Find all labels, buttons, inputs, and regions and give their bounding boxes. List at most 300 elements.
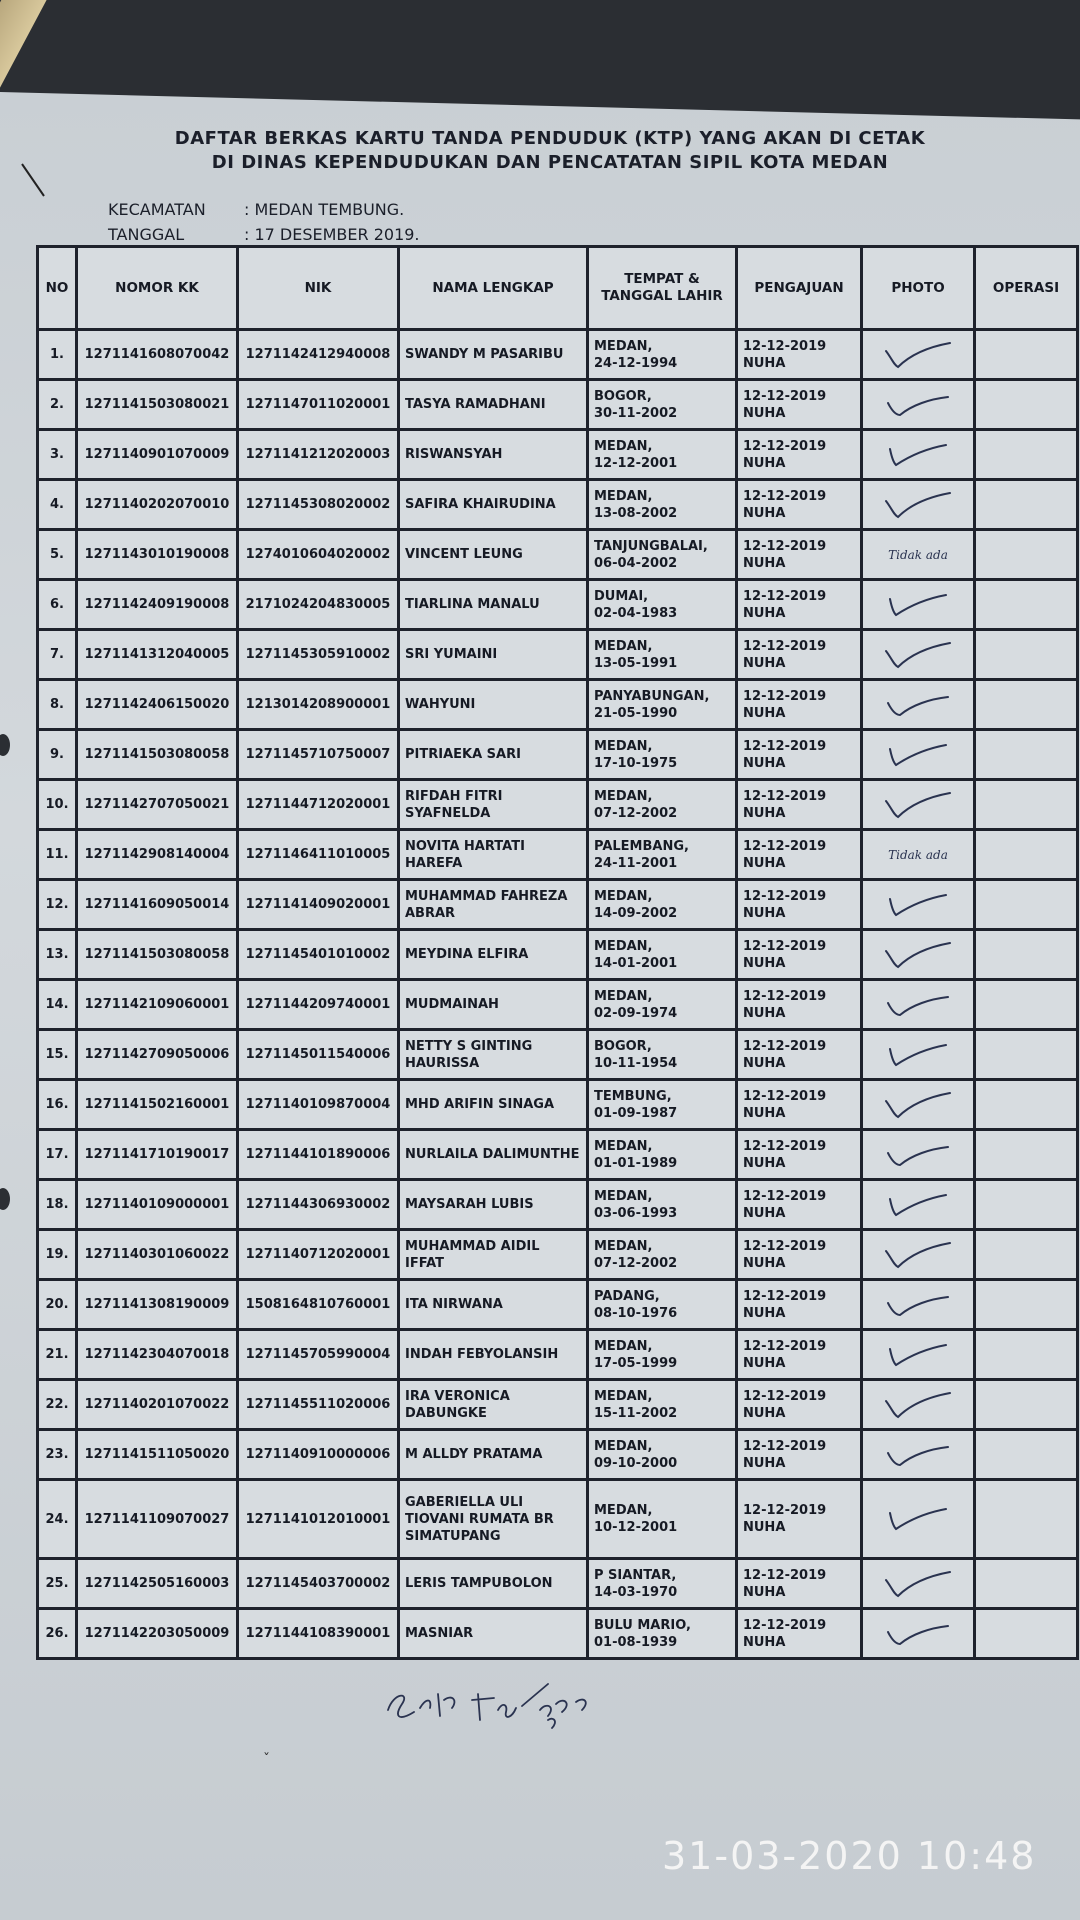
- tempat-tanggal-lahir-cell: [589, 431, 735, 478]
- pengajuan-date: 12-12-2019: [743, 1388, 827, 1404]
- photo-cell: [863, 1081, 973, 1128]
- tanggal-lahir: 17-10-1975: [594, 755, 678, 771]
- nama-lengkap-cell: WAHYUNI: [400, 681, 586, 728]
- tempat-lahir: PANYABUNGAN,: [594, 688, 710, 704]
- table-row: [39, 1181, 1076, 1228]
- photo-cell: [863, 931, 973, 978]
- row-number: 16.: [39, 1081, 75, 1128]
- photo-cell: [863, 431, 973, 478]
- tempat-tanggal-lahir-cell: [589, 1131, 735, 1178]
- tanggal-lahir: 09-10-2000: [594, 1455, 678, 1471]
- operasi-cell: [976, 1381, 1076, 1428]
- tempat-tanggal-lahir-cell: [589, 881, 735, 928]
- tanggal-lahir: 15-11-2002: [594, 1405, 678, 1421]
- nik-cell: 1213014208900001: [239, 681, 397, 728]
- nik-cell: 1271141212020003: [239, 431, 397, 478]
- handwritten-check-icon: [876, 887, 960, 923]
- tanggal-lahir: 12-12-2001: [594, 455, 678, 471]
- operasi-cell: [976, 331, 1076, 378]
- nik-cell: 1271145403700002: [239, 1560, 397, 1607]
- tempat-lahir: PADANG,: [594, 1288, 660, 1304]
- tanggal-lahir: 24-12-1994: [594, 355, 678, 371]
- operasi-cell: [976, 581, 1076, 628]
- nik-cell: 1271141012010001: [239, 1481, 397, 1557]
- nik-cell: 1271145308020002: [239, 481, 397, 528]
- row-number: 17.: [39, 1131, 75, 1178]
- pengajuan-cell: [738, 1431, 860, 1478]
- tempat-tanggal-lahir-cell: [589, 931, 735, 978]
- pengajuan-cell: [738, 581, 860, 628]
- handwritten-check-icon: [876, 1287, 960, 1323]
- nik-cell: 1271144306930002: [239, 1181, 397, 1228]
- nama-lengkap-cell: INDAH FEBYOLANSIH: [400, 1331, 586, 1378]
- pengajuan-date: 12-12-2019: [743, 1188, 827, 1204]
- table-row: [39, 1481, 1076, 1557]
- pengajuan-officer: NUHA: [743, 905, 786, 921]
- row-number: 24.: [39, 1481, 75, 1557]
- operasi-cell: [976, 881, 1076, 928]
- pengajuan-cell: [738, 1181, 860, 1228]
- tempat-tanggal-lahir-cell: [589, 1481, 735, 1557]
- table-row: [39, 1381, 1076, 1428]
- tempat-lahir: PALEMBANG,: [594, 838, 689, 854]
- operasi-cell: [976, 1181, 1076, 1228]
- nomor-kk-cell: 1271141312040005: [78, 631, 236, 678]
- nama-lengkap-cell: LERIS TAMPUBOLON: [400, 1560, 586, 1607]
- pengajuan-officer: NUHA: [743, 1405, 786, 1421]
- nomor-kk-cell: 1271140901070009: [78, 431, 236, 478]
- table-row: [39, 981, 1076, 1028]
- kecamatan-value: : MEDAN TEMBUNG.: [244, 200, 405, 219]
- handwritten-check-icon: [876, 587, 960, 623]
- nama-lengkap-cell: NOVITA HARTATI HAREFA: [400, 831, 586, 878]
- pengajuan-cell: [738, 831, 860, 878]
- pengajuan-officer: NUHA: [743, 405, 786, 421]
- nomor-kk-cell: 1271141502160001: [78, 1081, 236, 1128]
- photo-cell: [863, 731, 973, 778]
- nama-lengkap-cell: RISWANSYAH: [400, 431, 586, 478]
- small-pen-mark: ˇ: [263, 1752, 270, 1768]
- tempat-tanggal-lahir-cell: [589, 1231, 735, 1278]
- pengajuan-cell: [738, 331, 860, 378]
- operasi-cell: [976, 981, 1076, 1028]
- nama-lengkap-cell: ITA NIRWANA: [400, 1281, 586, 1328]
- row-number: 21.: [39, 1331, 75, 1378]
- tanggal-lahir: 13-08-2002: [594, 505, 678, 521]
- pengajuan-officer: NUHA: [743, 455, 786, 471]
- operasi-cell: [976, 1431, 1076, 1478]
- pengajuan-officer: NUHA: [743, 705, 786, 721]
- tanggal-lahir: 01-08-1939: [594, 1634, 678, 1650]
- row-number: 2.: [39, 381, 75, 428]
- pengajuan-date: 12-12-2019: [743, 1567, 827, 1583]
- tempat-lahir: MEDAN,: [594, 1438, 653, 1454]
- pengajuan-cell: [738, 1131, 860, 1178]
- tempat-lahir: DUMAI,: [594, 588, 649, 604]
- table-row: [39, 681, 1076, 728]
- nik-cell: 2171024204830005: [239, 581, 397, 628]
- pengajuan-date: 12-12-2019: [743, 788, 827, 804]
- operasi-cell: [976, 831, 1076, 878]
- row-number: 10.: [39, 781, 75, 828]
- col-header-pengajuan: PENGAJUAN: [738, 248, 860, 328]
- handwritten-check-icon: [876, 637, 960, 673]
- handwritten-check-icon: [876, 1616, 960, 1652]
- tempat-lahir: MEDAN,: [594, 988, 653, 1004]
- nomor-kk-cell: 1271140201070022: [78, 1381, 236, 1428]
- nik-cell: 1508164810760001: [239, 1281, 397, 1328]
- pengajuan-officer: NUHA: [743, 1584, 786, 1600]
- tanggal-lahir: 07-12-2002: [594, 805, 678, 821]
- pengajuan-date: 12-12-2019: [743, 1088, 827, 1104]
- pengajuan-date: 12-12-2019: [743, 1038, 827, 1054]
- tempat-tanggal-lahir-cell: [589, 581, 735, 628]
- row-number: 9.: [39, 731, 75, 778]
- nik-cell: 1271145511020006: [239, 1381, 397, 1428]
- tempat-lahir: MEDAN,: [594, 738, 653, 754]
- pengajuan-officer: NUHA: [743, 805, 786, 821]
- pengajuan-date: 12-12-2019: [743, 1503, 827, 1518]
- pengajuan-date: 12-12-2019: [743, 588, 827, 604]
- tempat-lahir: MEDAN,: [594, 338, 653, 354]
- nama-lengkap-cell: MASNIAR: [400, 1610, 586, 1657]
- operasi-cell: [976, 1610, 1076, 1657]
- handwritten-check-icon: [876, 1237, 960, 1273]
- nomor-kk-cell: 1271142406150020: [78, 681, 236, 728]
- tempat-tanggal-lahir-cell: [589, 1181, 735, 1228]
- table-row: [39, 481, 1076, 528]
- nomor-kk-cell: 1271142409190008: [78, 581, 236, 628]
- tanggal-lahir: 06-04-2002: [594, 555, 678, 571]
- nama-lengkap-cell: PITRIAEKA SARI: [400, 731, 586, 778]
- tempat-tanggal-lahir-cell: [589, 731, 735, 778]
- pengajuan-cell: [738, 1031, 860, 1078]
- pengajuan-date: 12-12-2019: [743, 988, 827, 1004]
- tempat-tanggal-lahir-cell: [589, 1031, 735, 1078]
- tempat-tanggal-lahir-cell: [589, 831, 735, 878]
- nomor-kk-cell: 1271141608070042: [78, 331, 236, 378]
- pengajuan-date: 12-12-2019: [743, 488, 827, 504]
- photo-cell: [863, 1281, 973, 1328]
- photo-cell: [863, 831, 973, 878]
- pengajuan-officer: NUHA: [743, 355, 786, 371]
- nama-lengkap-cell: NETTY S GINTING HAURISSA: [400, 1031, 586, 1078]
- pengajuan-cell: [738, 431, 860, 478]
- tempat-tanggal-lahir-cell: [589, 981, 735, 1028]
- nik-cell: 1271145305910002: [239, 631, 397, 678]
- nama-lengkap-cell: RIFDAH FITRI SYAFNELDA: [400, 781, 586, 828]
- tempat-tanggal-lahir-cell: [589, 1560, 735, 1607]
- tanggal-value: : 17 DESEMBER 2019.: [244, 225, 420, 244]
- handwritten-check-icon: [876, 737, 960, 773]
- tempat-lahir: TANJUNGBALAI,: [594, 538, 708, 554]
- photo-timestamp: 31-03-2020 10:48: [662, 1834, 1037, 1878]
- pengajuan-officer: NUHA: [743, 1355, 786, 1371]
- col-header-tempat-tanggal-lahir: TEMPAT & TANGGAL LAHIR: [589, 248, 735, 328]
- tempat-lahir: MEDAN,: [594, 788, 653, 804]
- tanggal-lahir: 13-05-1991: [594, 655, 678, 671]
- tanggal-lahir: 24-11-2001: [594, 855, 678, 871]
- table-row: [39, 1081, 1076, 1128]
- tempat-lahir: MEDAN,: [594, 1503, 653, 1518]
- photo-cell: [863, 1431, 973, 1478]
- photo-cell: [863, 781, 973, 828]
- tempat-lahir: MEDAN,: [594, 1188, 653, 1204]
- pengajuan-officer: NUHA: [743, 1455, 786, 1471]
- table-row: [39, 781, 1076, 828]
- nik-cell: 1271140109870004: [239, 1081, 397, 1128]
- operasi-cell: [976, 731, 1076, 778]
- tempat-lahir: MEDAN,: [594, 638, 653, 654]
- nama-lengkap-cell: MEYDINA ELFIRA: [400, 931, 586, 978]
- handwritten-check-icon: [876, 487, 960, 523]
- nomor-kk-cell: 1271141710190017: [78, 1131, 236, 1178]
- pengajuan-cell: [738, 781, 860, 828]
- tanggal-lahir: 17-05-1999: [594, 1355, 678, 1371]
- row-number: 12.: [39, 881, 75, 928]
- handwritten-note: [380, 1670, 610, 1730]
- nik-cell: 1271146411010005: [239, 831, 397, 878]
- pengajuan-cell: [738, 1231, 860, 1278]
- table-row: [39, 631, 1076, 678]
- handwritten-check-icon: [876, 787, 960, 823]
- nomor-kk-cell: 1271142109060001: [78, 981, 236, 1028]
- pengajuan-cell: [738, 381, 860, 428]
- nama-lengkap-cell: MUDMAINAH: [400, 981, 586, 1028]
- operasi-cell: [976, 481, 1076, 528]
- nama-lengkap-cell: MAYSARAH LUBIS: [400, 1181, 586, 1228]
- operasi-cell: [976, 531, 1076, 578]
- nomor-kk-cell: 1271142707050021: [78, 781, 236, 828]
- photo-cell: [863, 1181, 973, 1228]
- table-row: [39, 1331, 1076, 1378]
- nomor-kk-cell: 1271141609050014: [78, 881, 236, 928]
- pengajuan-date: 12-12-2019: [743, 638, 827, 654]
- pengajuan-date: 12-12-2019: [743, 388, 827, 404]
- nomor-kk-cell: 1271141511050020: [78, 1431, 236, 1478]
- nama-lengkap-cell: TIARLINA MANALU: [400, 581, 586, 628]
- nomor-kk-cell: 1271141503080021: [78, 381, 236, 428]
- pengajuan-date: 12-12-2019: [743, 1438, 827, 1454]
- nik-cell: 1271140910000006: [239, 1431, 397, 1478]
- tanggal-lahir: 07-12-2002: [594, 1255, 678, 1271]
- tanggal-lahir: 03-06-1993: [594, 1205, 678, 1221]
- nomor-kk-cell: 1271141308190009: [78, 1281, 236, 1328]
- row-number: 3.: [39, 431, 75, 478]
- pengajuan-cell: [738, 531, 860, 578]
- pengajuan-officer: NUHA: [743, 955, 786, 971]
- pengajuan-cell: [738, 931, 860, 978]
- table-row: [39, 731, 1076, 778]
- tanggal-lahir: 08-10-1976: [594, 1305, 678, 1321]
- pengajuan-cell: [738, 681, 860, 728]
- tempat-tanggal-lahir-cell: [589, 1081, 735, 1128]
- tempat-tanggal-lahir-cell: [589, 681, 735, 728]
- kecamatan-label: KECAMATAN: [108, 200, 206, 219]
- tempat-tanggal-lahir-cell: [589, 1610, 735, 1657]
- nik-cell: 1271140712020001: [239, 1231, 397, 1278]
- tempat-tanggal-lahir-cell: [589, 1381, 735, 1428]
- pengajuan-cell: [738, 1381, 860, 1428]
- operasi-cell: [976, 781, 1076, 828]
- photo-cell: [863, 481, 973, 528]
- table-header-row: [39, 248, 1076, 328]
- handwritten-check-icon: [876, 987, 960, 1023]
- row-number: 6.: [39, 581, 75, 628]
- col-header-nomor-kk: NOMOR KK: [78, 248, 236, 328]
- tempat-lahir: BOGOR,: [594, 388, 652, 404]
- tempat-lahir: BULU MARIO,: [594, 1617, 691, 1633]
- handwritten-check-icon: [876, 687, 960, 723]
- pengajuan-date: 12-12-2019: [743, 688, 827, 704]
- pengajuan-cell: [738, 1331, 860, 1378]
- pengajuan-officer: NUHA: [743, 1105, 786, 1121]
- nama-lengkap-cell: SRI YUMAINI: [400, 631, 586, 678]
- pengajuan-cell: [738, 1610, 860, 1657]
- pengajuan-date: 12-12-2019: [743, 1238, 827, 1254]
- pengajuan-date: 12-12-2019: [743, 1288, 827, 1304]
- handwritten-check-icon: [876, 1501, 960, 1537]
- photo-cell: [863, 581, 973, 628]
- row-number: 20.: [39, 1281, 75, 1328]
- table-row: [39, 581, 1076, 628]
- handwritten-check-icon: [876, 1437, 960, 1473]
- row-number: 13.: [39, 931, 75, 978]
- nomor-kk-cell: 1271140109000001: [78, 1181, 236, 1228]
- tanggal-lahir: 10-12-2001: [594, 1520, 678, 1535]
- operasi-cell: [976, 931, 1076, 978]
- table-row: [39, 1231, 1076, 1278]
- row-number: 19.: [39, 1231, 75, 1278]
- row-number: 4.: [39, 481, 75, 528]
- pengajuan-date: 12-12-2019: [743, 438, 827, 454]
- nik-cell: 1271145401010002: [239, 931, 397, 978]
- tempat-tanggal-lahir-cell: [589, 781, 735, 828]
- nik-cell: 1271144209740001: [239, 981, 397, 1028]
- pen-stroke-mark: [18, 160, 48, 200]
- tanggal-lahir: 21-05-1990: [594, 705, 678, 721]
- handwritten-tidak-ada: Tidak ada: [888, 847, 948, 862]
- handwritten-check-icon: [876, 337, 960, 373]
- table-row: [39, 1610, 1076, 1657]
- photo-cell: [863, 1331, 973, 1378]
- tempat-tanggal-lahir-cell: [589, 381, 735, 428]
- tempat-lahir: MEDAN,: [594, 1388, 653, 1404]
- pengajuan-cell: [738, 1081, 860, 1128]
- row-number: 1.: [39, 331, 75, 378]
- table-row: [39, 1560, 1076, 1607]
- photo-cell: [863, 1610, 973, 1657]
- pengajuan-officer: NUHA: [743, 1255, 786, 1271]
- pengajuan-cell: [738, 481, 860, 528]
- handwritten-check-icon: [876, 1087, 960, 1123]
- nik-cell: 1271144108390001: [239, 1610, 397, 1657]
- col-header-operasi: OPERASI: [976, 248, 1076, 328]
- tempat-tanggal-lahir-cell: [589, 1331, 735, 1378]
- photo-cell: [863, 1481, 973, 1557]
- nomor-kk-cell: 1271142203050009: [78, 1610, 236, 1657]
- pengajuan-officer: NUHA: [743, 605, 786, 621]
- row-number: 8.: [39, 681, 75, 728]
- photo-cell: [863, 1560, 973, 1607]
- operasi-cell: [976, 431, 1076, 478]
- tanggal-lahir: 14-09-2002: [594, 905, 678, 921]
- handwritten-check-icon: [876, 1137, 960, 1173]
- nama-lengkap-cell: SAFIRA KHAIRUDINA: [400, 481, 586, 528]
- tempat-lahir: BOGOR,: [594, 1038, 652, 1054]
- operasi-cell: [976, 381, 1076, 428]
- photo-cell: [863, 981, 973, 1028]
- handwritten-check-icon: [876, 437, 960, 473]
- table-row: [39, 1431, 1076, 1478]
- tanggal-lahir: 02-04-1983: [594, 605, 678, 621]
- nama-lengkap-cell: GABERIELLA ULI TIOVANI RUMATA BR SIMATUPANG: [400, 1481, 586, 1557]
- nomor-kk-cell: 1271142908140004: [78, 831, 236, 878]
- nomor-kk-cell: 1271141503080058: [78, 731, 236, 778]
- tempat-lahir: MEDAN,: [594, 488, 653, 504]
- handwritten-check-icon: [876, 1187, 960, 1223]
- pengajuan-officer: NUHA: [743, 755, 786, 771]
- operasi-cell: [976, 1081, 1076, 1128]
- table-row: [39, 931, 1076, 978]
- pengajuan-officer: NUHA: [743, 1305, 786, 1321]
- table-row: [39, 1281, 1076, 1328]
- nik-cell: 1271141409020001: [239, 881, 397, 928]
- pengajuan-cell: [738, 631, 860, 678]
- tempat-tanggal-lahir-cell: [589, 1431, 735, 1478]
- row-number: 18.: [39, 1181, 75, 1228]
- tempat-lahir: MEDAN,: [594, 1238, 653, 1254]
- tempat-lahir: TEMBUNG,: [594, 1088, 672, 1104]
- handwritten-check-icon: [876, 937, 960, 973]
- pengajuan-cell: [738, 1281, 860, 1328]
- photo-cell: [863, 631, 973, 678]
- nomor-kk-cell: 1271142505160003: [78, 1560, 236, 1607]
- tempat-lahir: MEDAN,: [594, 1138, 653, 1154]
- pengajuan-date: 12-12-2019: [743, 338, 827, 354]
- nik-cell: 1271145011540006: [239, 1031, 397, 1078]
- operasi-cell: [976, 1131, 1076, 1178]
- pengajuan-officer: NUHA: [743, 1155, 786, 1171]
- nik-cell: 1271147011020001: [239, 381, 397, 428]
- pengajuan-cell: [738, 1481, 860, 1557]
- tempat-tanggal-lahir-cell: [589, 481, 735, 528]
- nama-lengkap-cell: MUHAMMAD AIDIL IFFAT: [400, 1231, 586, 1278]
- row-number: 25.: [39, 1560, 75, 1607]
- pengajuan-officer: NUHA: [743, 505, 786, 521]
- tanggal-lahir: 01-09-1987: [594, 1105, 678, 1121]
- nama-lengkap-cell: MHD ARIFIN SINAGA: [400, 1081, 586, 1128]
- handwritten-check-icon: [876, 1337, 960, 1373]
- nik-cell: 1271145705990004: [239, 1331, 397, 1378]
- pengajuan-cell: [738, 1560, 860, 1607]
- nomor-kk-cell: 1271142709050006: [78, 1031, 236, 1078]
- tempat-tanggal-lahir-cell: [589, 531, 735, 578]
- photo-cell: [863, 1381, 973, 1428]
- tanggal-lahir: 14-03-1970: [594, 1584, 678, 1600]
- tempat-tanggal-lahir-cell: [589, 1281, 735, 1328]
- nomor-kk-cell: 1271143010190008: [78, 531, 236, 578]
- table-row: [39, 1131, 1076, 1178]
- nama-lengkap-cell: M ALLDY PRATAMA: [400, 1431, 586, 1478]
- row-number: 23.: [39, 1431, 75, 1478]
- table-row: [39, 831, 1076, 878]
- photo-cell: [863, 381, 973, 428]
- row-number: 7.: [39, 631, 75, 678]
- tanggal-lahir: 01-01-1989: [594, 1155, 678, 1171]
- pengajuan-cell: [738, 881, 860, 928]
- operasi-cell: [976, 1481, 1076, 1557]
